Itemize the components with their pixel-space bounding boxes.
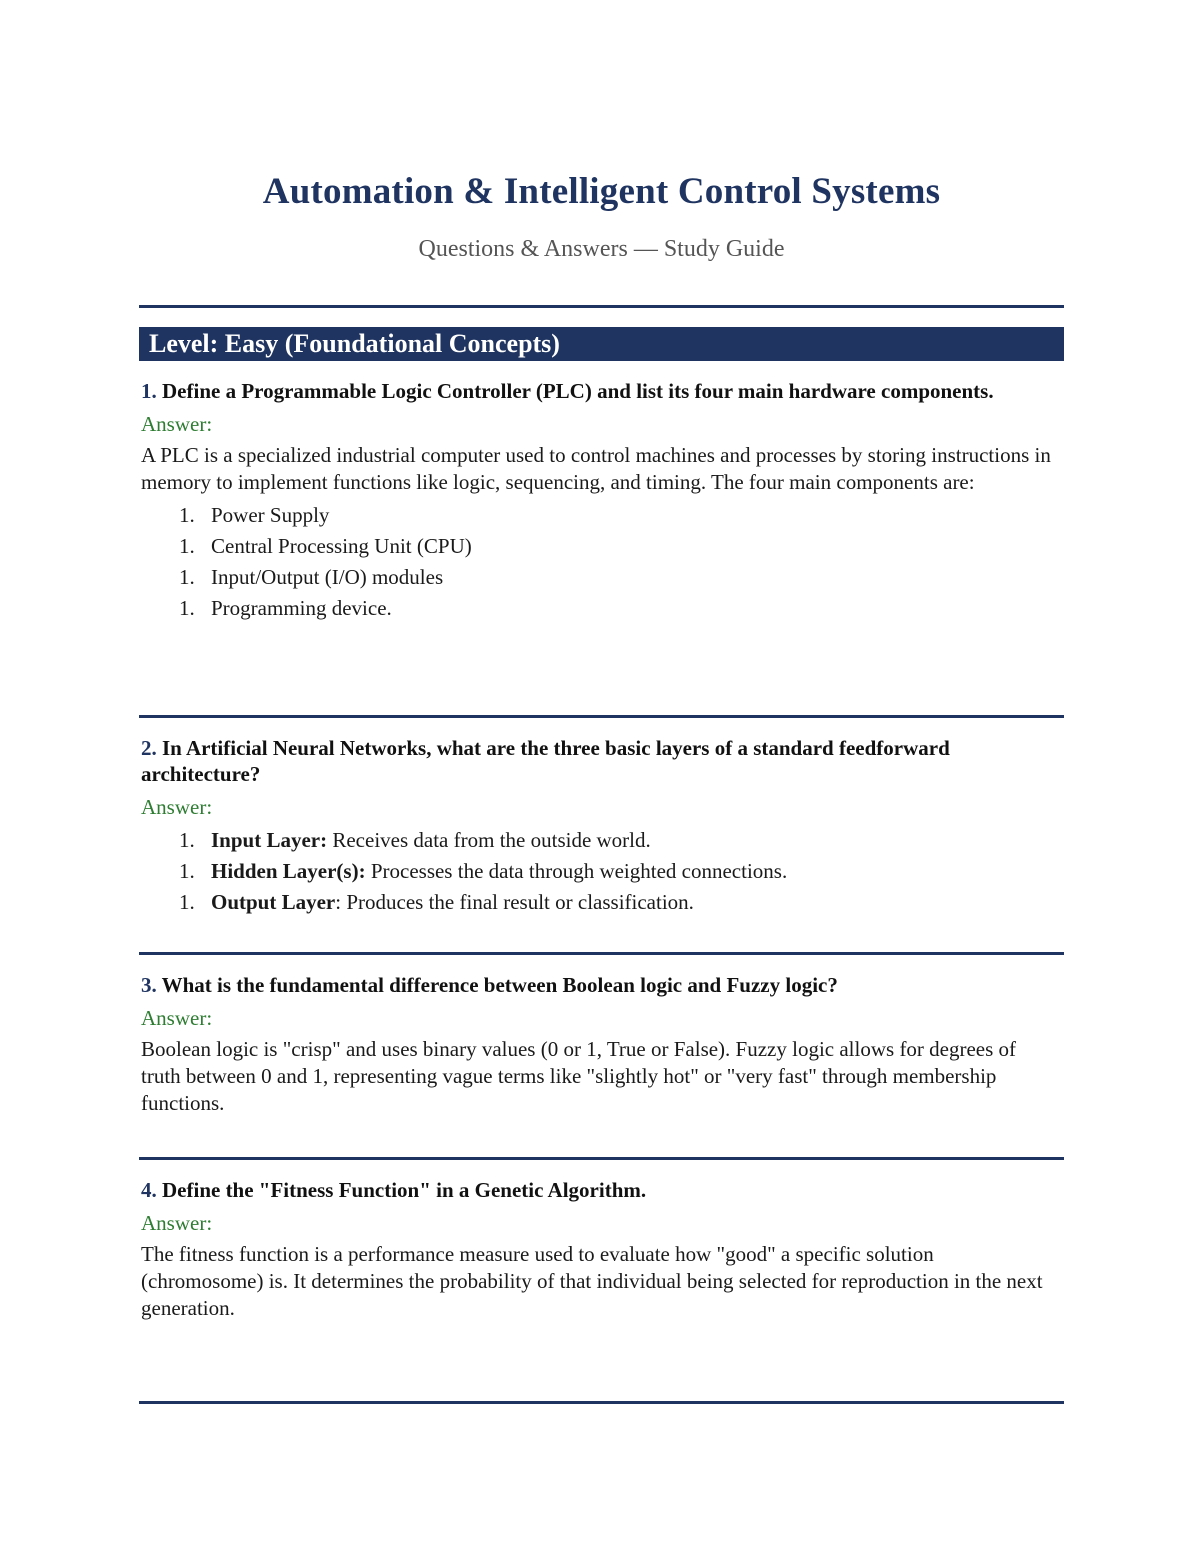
question-text: Define a Programmable Logic Controller (PLC) and list its four main hardware components. [162,379,994,403]
question-2 [141,735,1056,787]
answer-text: A PLC is a specialized industrial computer used to control machines and processes by storing instructions in memory to implement functions like logic, sequencing, and timing. The four main components are: [141,443,1051,494]
question-text: In Artificial Neural Networks, what are the three basic layers of a standard feedforward architecture? [141,736,950,786]
document-title: Automation & Intelligent Control Systems [262,171,941,212]
answer-label: Answer: [141,795,213,819]
answer-label: Answer: [141,1211,213,1235]
section-divider [139,1157,1064,1160]
question-number: 2. [141,736,157,760]
answer-list [141,500,1056,624]
question-number: 1. [141,379,157,403]
list-item: 1. Hidden Layer(s): Processes the data through weighted connections. [179,859,788,883]
question-1 [141,378,1056,404]
list-item: 1. Input Layer: Receives data from the outside world. [179,828,651,852]
answer-text: Boolean logic is "crisp" and uses binary values (0 or 1, True or False). Fuzzy logic allows for degrees of truth between 0 and 1, representing vague terms like "slightly hot" or "very fast" through membership functions. [141,1037,1017,1115]
section-divider [139,305,1064,308]
answer-list [141,825,1056,918]
question-number: 4. [141,1178,157,1202]
question-block-4 [141,1177,1056,1322]
question-4 [141,1177,1056,1203]
list-item: 1. Power Supply [179,503,330,527]
answer-label: Answer: [141,412,213,436]
level-banner: Level: Easy (Foundational Concepts) [139,327,1064,361]
question-block-3 [141,972,1056,1117]
question-block-2 [141,735,1056,918]
answer-text: The fitness function is a performance measure used to evaluate how "good" a specific solution (chromosome) is. It determines the probability of that individual being selected for reproduction in the next generation. [141,1242,1043,1320]
question-block-1 [141,378,1056,624]
section-divider [139,1401,1064,1404]
list-item: 1. Output Layer: Produces the final result or classification. [179,890,694,914]
question-text: Define the "Fitness Function" in a Genetic Algorithm. [162,1178,647,1202]
list-item: 1. Central Processing Unit (CPU) [179,534,472,558]
section-divider [139,952,1064,955]
question-3 [141,972,1056,998]
question-text: What is the fundamental difference between Boolean logic and Fuzzy logic? [161,973,838,997]
document-subtitle: Questions & Answers — Study Guide [418,236,785,262]
section-divider [139,715,1064,718]
list-item: 1. Programming device. [179,596,392,620]
answer-label: Answer: [141,1006,213,1030]
list-item: 1. Input/Output (I/O) modules [179,565,444,589]
question-number: 3. [141,973,157,997]
